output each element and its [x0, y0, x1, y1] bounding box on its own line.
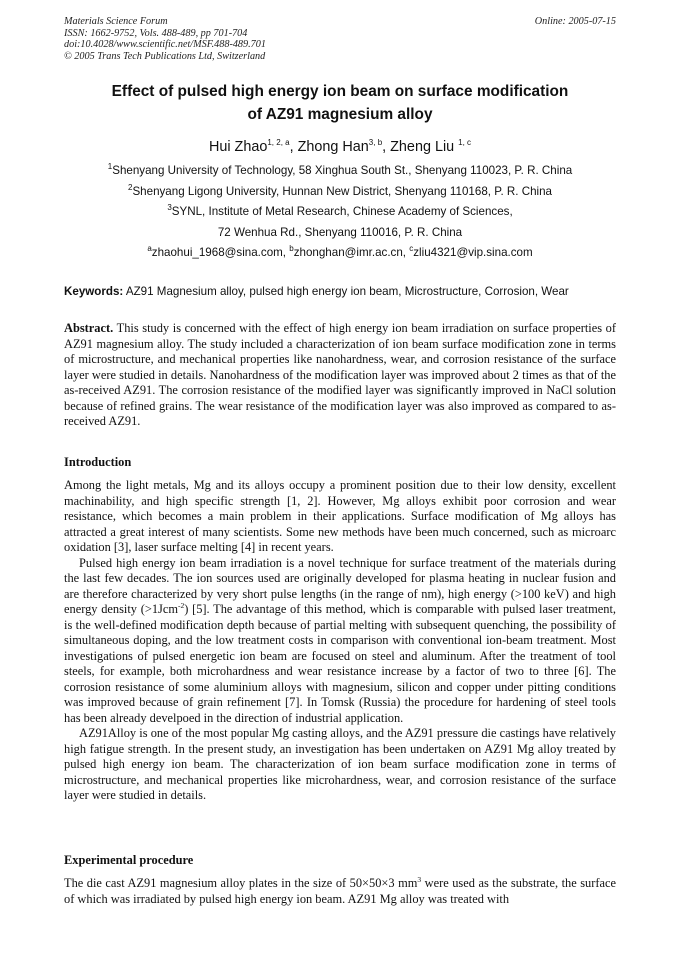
title-line-2: of AZ91 magnesium alloy: [247, 106, 433, 123]
introduction-paragraph: [64, 556, 616, 727]
affiliations: [64, 161, 616, 264]
experimental-paragraph: [64, 876, 616, 907]
keywords-label: Keywords:: [64, 285, 124, 298]
abstract-text: This study is concerned with the effect of high energy ion beam irradiation on surface properties of AZ91 magnesium alloy. The study included a characterization of ion beam surface modification zone in terms of microstructure, and mechanical properties like nanohardness, wear, and corrosion resistance of the surface layer were studied in details. Nanohardness of the modification layer was improved about 2 times as that of the as-received AZ91. The corrosion resistance of the modified layer was significantly improved in NaCl solution because of refined grains. The wear resistance of the modification layer was also improved as compared to as-received AZ91.: [64, 321, 616, 428]
author-name: Hui Zhao: [208, 139, 268, 155]
introduction-paragraph: Among the light metals, Mg and its alloys occupy a prominent position due to their low density, excellent machinability, and high specific strength [1, 2]. However, Mg alloys exhibit poor corrosion and wear resistance, which becomes a main problem in their applications. Surface modification of Mg alloys has attracted a great interest of many scientists. Some new methods have been much concerned, such as microarc oxidation [3], laser surface melting [4] in recent years.: [64, 478, 616, 554]
paragraph-text: were used as the substrate, the surface of which was irradiated by pulsed high energy ion beam. AZ91 Mg alloy was treated with: [64, 876, 616, 906]
email-line: [64, 243, 616, 264]
paragraph-text: The die cast AZ91 magnesium alloy plates in the size of 50×50×3 mm: [64, 876, 418, 890]
email-marker: c: [409, 244, 414, 254]
introduction-body: [64, 478, 616, 804]
doi-line: doi:10.4028/www.scientific.net/MSF.488-489.701: [64, 39, 266, 51]
abstract: [64, 321, 616, 430]
title-line-1: Effect of pulsed high energy ion beam on surface modification: [111, 83, 569, 100]
affiliation-text: SYNL, Institute of Metal Research, Chinese Academy of Sciences,: [171, 205, 513, 218]
affiliation-line: [64, 202, 616, 223]
affiliation-text: Shenyang University of Technology, 58 Xinghua South St., Shenyang 110023, P. R. China: [112, 164, 573, 177]
affiliation-marker: 1: [107, 162, 113, 172]
keywords: [64, 284, 616, 300]
affiliation-line: [64, 223, 616, 244]
author-separator: ,: [382, 139, 391, 155]
author-name: Zhong Han: [297, 139, 369, 155]
author-separator: ,: [289, 139, 298, 155]
affiliation-text: 72 Wenhua Rd., Shenyang 110016, P. R. China: [217, 225, 463, 239]
copyright-line: © 2005 Trans Tech Publications Ltd, Switzerland: [64, 50, 266, 62]
affiliation-marker: 2: [127, 182, 133, 192]
abstract-paragraph: [64, 321, 616, 430]
affiliation-line: [64, 182, 616, 203]
author-affiliation-marker: 1, 2, a: [267, 138, 290, 148]
journal-name: Materials Science Forum: [64, 16, 168, 27]
affiliation-marker: 3: [167, 203, 172, 213]
email-address[interactable]: zliu4321@vip.sina.com: [413, 246, 533, 259]
paragraph-text: ) [5]. The advantage of this method, which is comparable with pulsed laser treatment, is the well-defined modification depth because of partial melting with subsequent quenching, the possibility of simultaneous doping, and the low treatment costs in comparison with conventional ion-beam treatment. Most investigations of pulsed energetic ion beam are focused on steel and aluminum. After the treatment of tool steels, for example, both microhardness and wear resistance increase by a factor of two to three [6]. The corrosion resistance of some aluminium alloys with magnesium, silicon and copper under pitting conditions was improved because of grain refinement [7]. In Tomsk (Russia) the procedure for hardening of steel tools has been already develpoed in the direction of industrial application.: [64, 602, 616, 725]
affiliation-text: Shenyang Ligong University, Hunnan New District, Shenyang 110168, P. R. China: [132, 184, 552, 198]
author-affiliation-marker: 1, c: [458, 138, 472, 148]
email-address[interactable]: zhaohui_1968@sina.com,: [151, 246, 290, 259]
abstract-label: Abstract.: [64, 321, 114, 335]
introduction-heading: Introduction: [64, 455, 132, 469]
author-affiliation-marker: 3, b: [368, 138, 383, 148]
online-date: Online: 2005-07-15: [534, 16, 616, 27]
experimental-heading: Experimental procedure: [64, 853, 194, 867]
email-address[interactable]: zhonghan@imr.ac.cn,: [293, 246, 410, 259]
email-marker: a: [147, 244, 152, 254]
affiliation-line: [64, 161, 616, 182]
keywords-text: AZ91 Magnesium alloy, pulsed high energy ion beam, Microstructure, Corrosion, Wear: [123, 285, 569, 298]
journal-header: [64, 16, 616, 62]
superscript: -2: [178, 600, 185, 610]
email-marker: b: [289, 244, 294, 254]
issn-line: ISSN: 1662-9752, Vols. 488-489, pp 701-704: [64, 27, 248, 39]
paper-title: [64, 80, 616, 126]
author-name: Zheng Liu: [390, 139, 459, 155]
superscript: 3: [417, 874, 422, 884]
author-list: [64, 138, 616, 156]
paragraph-text: Pulsed high energy ion beam irradiation is a novel technique for surface treatment of the materials during the last few decades. The ion sources used are originally developed for plasma heating in nuclear fusion and are therefore characterized by very short pulse lengths (in the range of nm), high energy (>100 keV) and high energy density (>1Jcm: [64, 555, 616, 616]
introduction-paragraph: AZ91Alloy is one of the most popular Mg casting alloys, and the AZ91 pressure die castings have relatively high fatigue strength. In the present study, an investigation has been undertaken on AZ91 Mg alloy treated by pulsed high energy ion beam. The characterization of ion beam surface modification zone in terms of microstructure, and mechanical properties like microhardness, wear, and corrosion resistance of the surface layer were studied in details.: [64, 726, 616, 802]
experimental-body: [64, 876, 616, 907]
